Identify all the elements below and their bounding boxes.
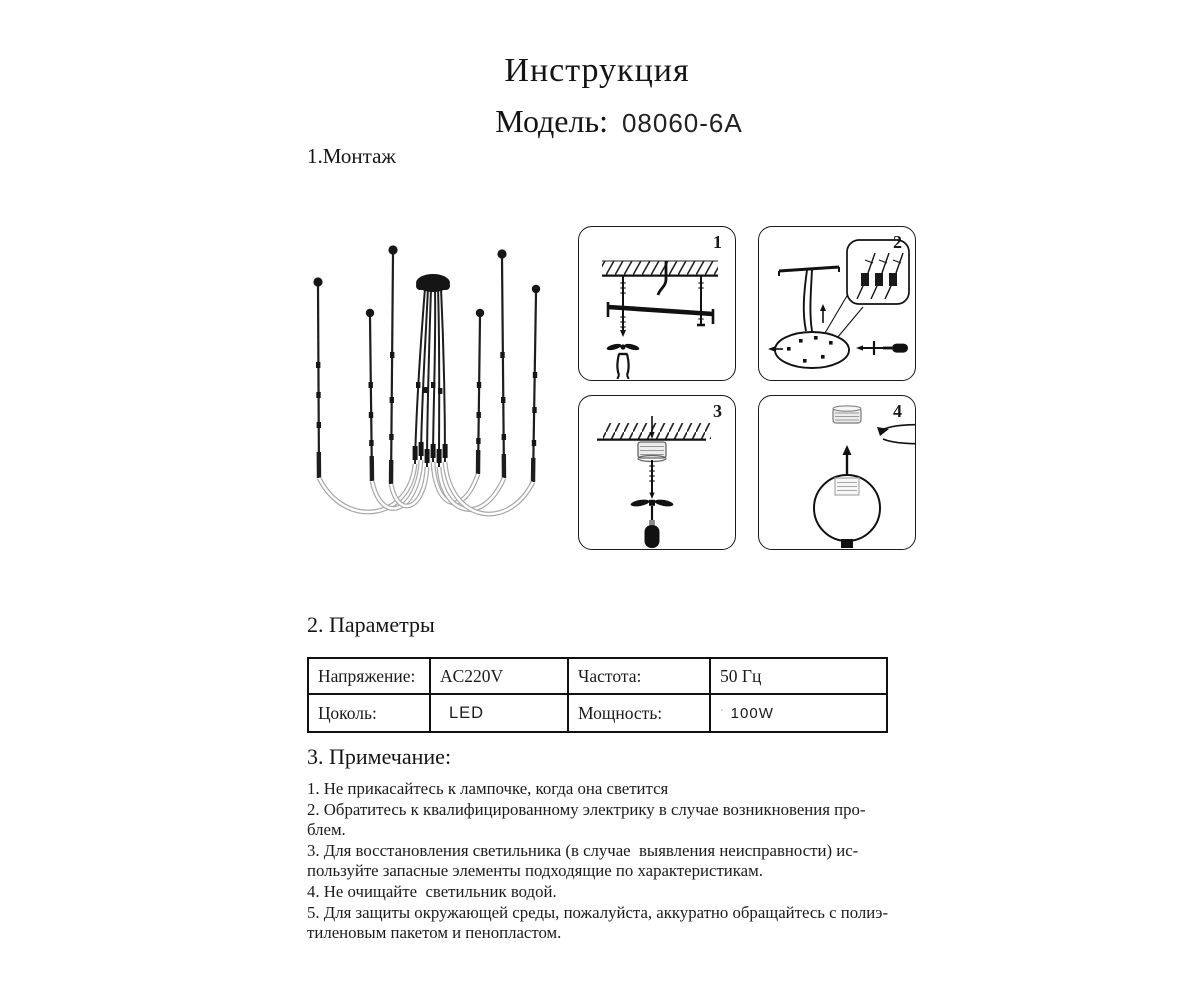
step1-mounting-bar-illustration	[579, 227, 735, 379]
step-panel-2	[758, 226, 916, 381]
step4-bulb-screwing-illustration	[759, 396, 915, 548]
notes-list	[307, 779, 927, 944]
step-panel-4	[758, 395, 916, 550]
canopy	[416, 274, 450, 292]
page-title: Инструкция	[504, 52, 690, 89]
model-line	[22, 103, 1200, 140]
param-value-frequency: 50 Гц	[711, 659, 886, 695]
params-table	[307, 657, 888, 733]
param-value-power: · 100W	[711, 695, 886, 731]
step3-canopy-screw-illustration	[579, 396, 735, 548]
param-value-socket: LED	[431, 695, 569, 731]
param-value-voltage: AC220V	[431, 659, 569, 695]
param-label-power: Мощность:	[569, 695, 711, 731]
note-line: 5. Для защиты окружающей среды, пожалуйста, аккуратно обращайтесь с полиэ-	[307, 902, 889, 922]
led-tube-arcs	[319, 460, 533, 514]
step-panel-1	[578, 226, 736, 381]
note-line: 3. Для восстановления светильника (в случае выявления неисправности) ис-	[307, 840, 859, 860]
note-line: 1. Не прикасайтесь к лампочке, когда она светится	[307, 779, 669, 798]
model-label: Модель:	[495, 103, 608, 139]
step-panel-3	[578, 395, 736, 550]
note-line: тиленовым пакетом и пенопластом.	[307, 923, 562, 943]
chandelier-illustration	[290, 232, 570, 532]
param-label-voltage: Напряжение:	[309, 659, 431, 695]
note-line: 2. Обратитесь к квалифицированному электрику в случае возникновения про-	[307, 799, 866, 819]
note-line: блем.	[307, 820, 346, 840]
step-number-1: 1	[713, 232, 722, 252]
step-number-3: 3	[713, 401, 722, 421]
section-heading-params: 2. Параметры	[307, 612, 435, 637]
section-heading-notes: 3. Примечание:	[307, 744, 452, 769]
param-label-socket: Цоколь:	[309, 695, 431, 731]
section-heading-montage: 1.Монтаж	[307, 144, 396, 168]
step-number-2: 2	[893, 232, 902, 252]
model-number: 08060-6A	[621, 108, 743, 138]
note-line: 4. Не очищайте светильник водой.	[307, 881, 557, 901]
step-number-4: 4	[893, 401, 902, 421]
power-dot-artifact: ·	[720, 704, 725, 716]
note-line: пользуйте запасные элементы подходящие по характеристикам.	[307, 861, 763, 881]
param-label-frequency: Частота:	[569, 659, 711, 695]
step2-wiring-canopy-illustration	[759, 227, 915, 379]
